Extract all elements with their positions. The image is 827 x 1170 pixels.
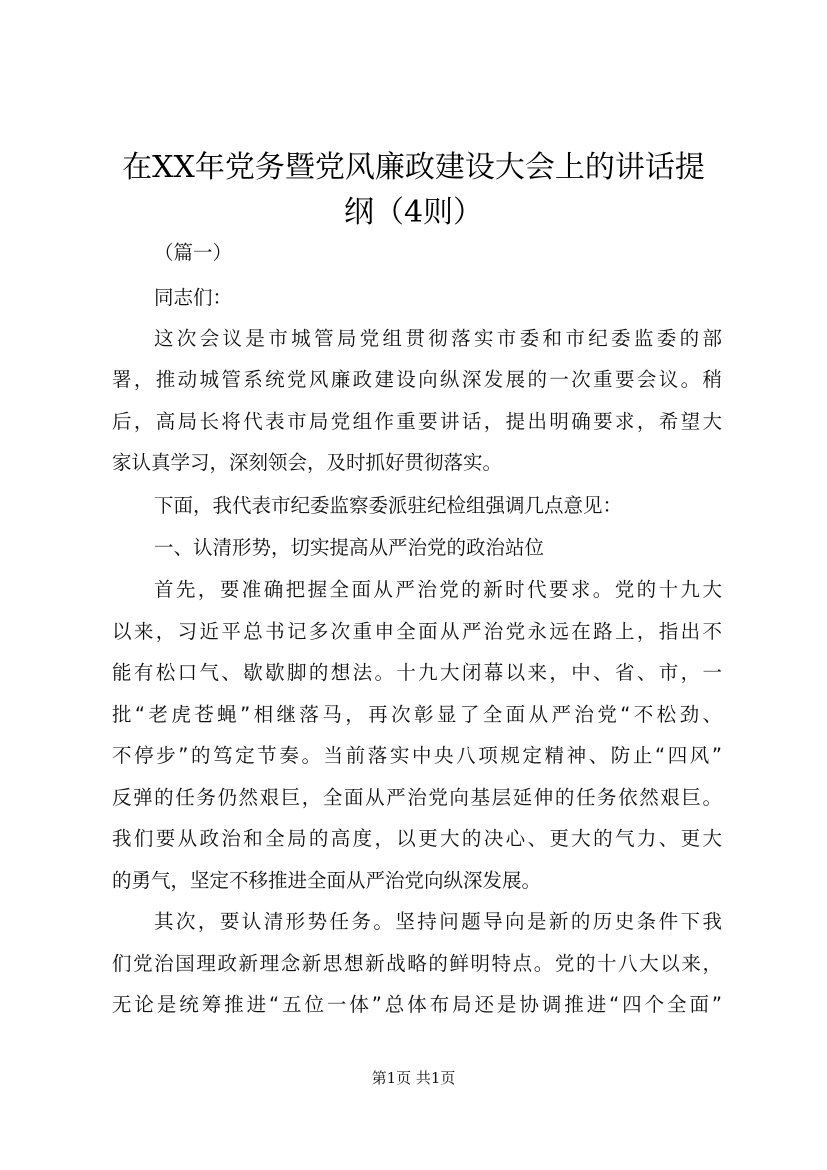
paragraph-line: 我们要从政治和全局的高度，以更大的决心、更大的气力、更大 [112,827,722,850]
paragraph-line: 下面，我代表市纪委监察委派驻纪检组强调几点意见： [154,494,623,517]
paragraph-line: 首先，要准确把握全面从严治党的新时代要求。党的十九大 [154,578,722,601]
paragraph-line: 不停步”的笃定节奏。当前落实中央八项规定精神、防止“四风” [112,744,722,767]
paragraph-line: 反弹的任务仍然艰巨，全面从严治党向基层延伸的任务依然艰巨。 [112,786,722,809]
paragraph-line: 们党治国理政新理念新思想新战略的鲜明特点。党的十八大以来， [112,952,722,975]
subheading: 一、认清形势，切实提高从严治党的政治站位 [154,536,545,559]
paragraph-line: 这次会议是市城管局党组贯彻落实市委和市纪委监委的部 [154,327,722,350]
document-title-line-1: 在XX年党务暨党风廉政建设大会上的讲话提 [122,150,705,185]
section-heading: （篇一） [154,241,233,264]
paragraph-line: 的勇气，坚定不移推进全面从严治党向纵深发展。 [112,869,542,892]
paragraph-line: 以来，习近平总书记多次重申全面从严治党永远在路上，指出不 [112,620,722,643]
salutation: 同志们： [154,286,233,309]
paragraph-line: 后，高局长将代表市局党组作重要讲话，提出明确要求，希望大 [112,410,722,433]
paragraph-line: 批“老虎苍蝇”相继落马，再次彰显了全面从严治党“不松劲、 [112,703,722,726]
paragraph-line: 家认真学习，深刻领会，及时抓好贯彻落实。 [112,451,503,474]
paragraph-line: 能有松口气、歇歇脚的想法。十九大闭幕以来，中、省、市，一 [112,661,722,684]
document-title-line-2: 纲（4则） [343,195,484,230]
paragraph-line: 无论是统筹推进“五位一体”总体布局还是协调推进“四个全面” [112,993,722,1016]
paragraph-line: 其次，要认清形势任务。坚持问题导向是新的历史条件下我 [154,910,722,933]
page-footer: 第1页 共1页 [371,1069,456,1087]
paragraph-line: 署，推动城管系统党风廉政建设向纵深发展的一次重要会议。稍 [112,368,722,391]
